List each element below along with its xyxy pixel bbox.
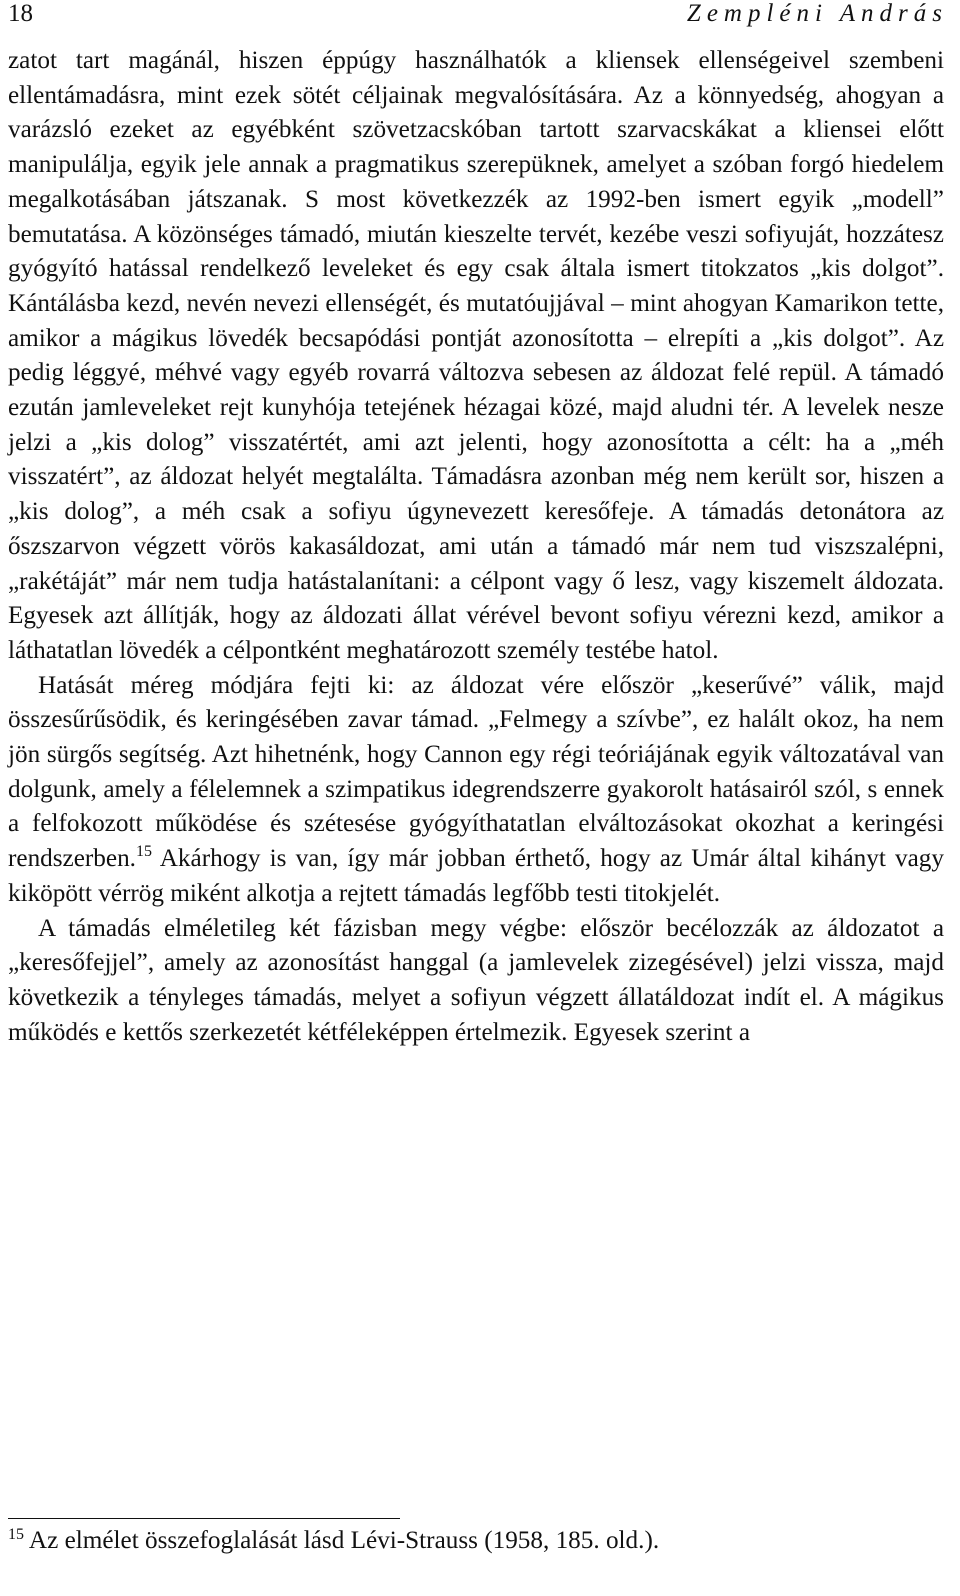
page-header (8, 0, 948, 28)
footnote-separator (8, 1518, 400, 1519)
paragraph-2-text-b: Akárhogy is van, így már jobban érthető, hogy az Umár által kihányt vagy kiköpött vérrög miként alkotja a rejtett támadás legfőbb testi titokjelét. (8, 845, 944, 907)
footnote-reference: 15 (135, 843, 152, 861)
paragraph-3: A támadás elméletileg két fázisban megy végbe: először becélozzák az áldozatot a „keresőfejjel”, amely az azonosítást hanggal (a jamlevelek zizegésével) jelzi vissza, majd következik a tényleges támadás, melyet a sofiyun végzett állatáldozat indít el. A mágikus működés e kettős szerkezetét kétféleképpen értelmezik. Egyesek szerint a (8, 914, 944, 1046)
footnote-text: Az elmélet összefoglalását lásd Lévi-Strauss (1958, 185. old.). (24, 1527, 660, 1554)
running-head-author: Zempléni András (686, 0, 948, 27)
paragraph-1: zatot tart magánál, hiszen éppúgy használhatók a kliensek ellenségeivel szembeni ellentámadásra, mint ezek sötét céljainak megvalósítására. Az a könnyedség, ahogyan a varázsló ezeket az egyébként szövetzacskóban tartott szarvacskákat a kliensei előtt manipulálja, egyik jele annak a pragmatikus szerepüknek, amelyet a szóban forgó hiedelem megalkotásában játszanak. S most következzék az 1992-ben ismert egyik „modell” bemutatása. A közönséges támadó, miután kieszelte tervét, kezébe veszi sofiyuját, hozzátesz gyógyító hatással rendelkező leveleket és egy csak általa ismert titokzatos „kis dolgot”. Kántálásba kezd, nevén nevezi ellenségét, és mutatóujjával – mint ahogyan Kamarikon tette, amikor a mágikus lövedék becsapódási pontját azonosította – elrepíti a „kis dolgot”. Az pedig léggyé, méhvé vagy egyéb rovarrá változva sebesen az áldozat felé repül. A támadó ezután jamleveleket rejt kunyhója tetejének hézagai közé, majd aludni tér. A levelek nesze jelzi a „kis dolog” visszatértét, ami azt jelenti, hogy azonosította a célt: ha a „méh visszatért”, az áldozat helyét megtalálta. Támadásra azonban még nem került sor, hiszen a „kis dolog”, a méh csak a sofiyu úgynevezett keresőfeje. A támadás detonátora az őszszarvon végzett vörös kakasáldozat, ami után a támadó már nem tud viszszalépni, „rakétáját” már nem tudja hatástalanítani: a célpont vagy ő lesz, vagy kiszemelt áldozata. Egyesek azt állítják, hogy az áldozati állat vérével bevont sofiyu vérezni kezd, amikor a láthatatlan lövedék a célpontként meghatározott személy testébe hatol. (8, 47, 944, 664)
body-text (8, 44, 944, 1050)
page-number: 18 (8, 0, 33, 27)
footnote-number: 15 (8, 1526, 24, 1543)
paragraph-2-text-a: Hatását méreg módjára fejti ki: az áldozat vére először „keserűvé” válik, majd összesűrűsödik, és keringésében zavar támad. „Felmegy a szívbe”, ez halált okoz, ha nem jön sürgős segítség. Azt hihetnénk, hogy Cannon egy régi teóriájának egyik változatával van dolgunk, amely a félelemnek a szimpatikus idegrendszerre gyakorolt hatásairól szól, s ennek a felfokozott működése és szétesése gyógyíthatatlan elváltozásokat okozhat a keringési rendszerben. (8, 671, 944, 873)
footnote (8, 1524, 944, 1558)
paragraph-2 (8, 669, 944, 912)
